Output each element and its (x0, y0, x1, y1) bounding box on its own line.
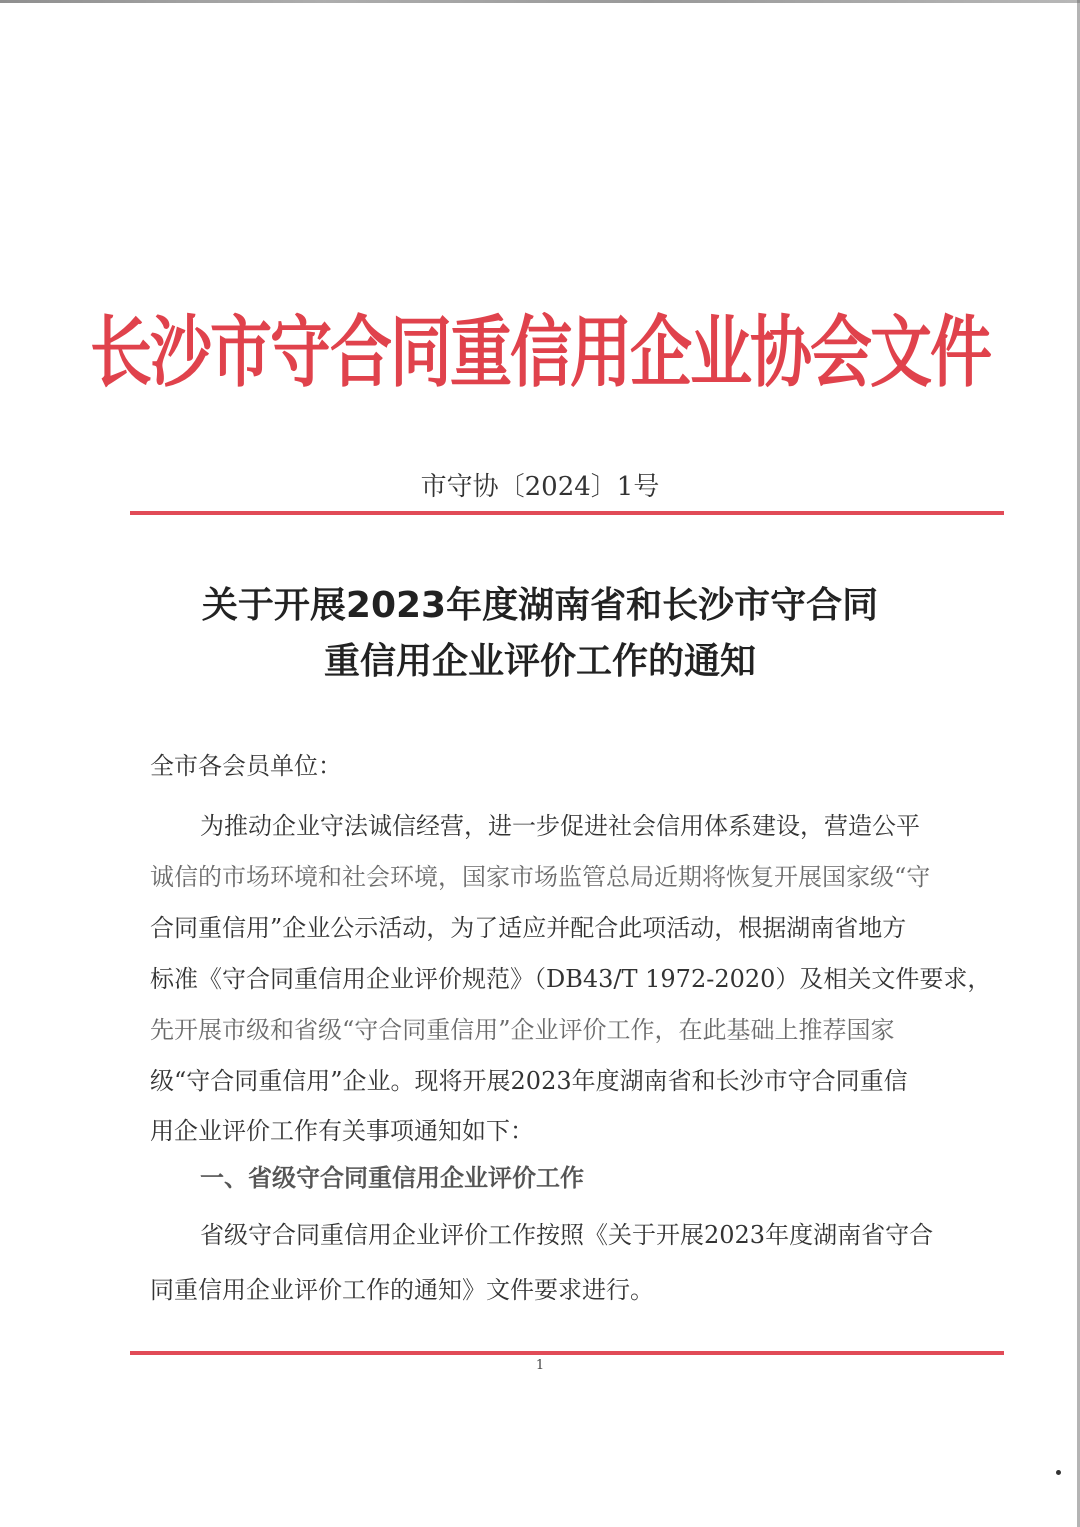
scan-border-top (0, 0, 1080, 3)
paragraph-line: 诚信的市场环境和社会环境，国家市场监管总局近期将恢复开展国家级“守 (150, 863, 931, 891)
organization-header: 长沙市守合同重信用企业协会文件 (89, 306, 990, 398)
paragraph-line: 标准《守合同重信用企业评价规范》（DB43/T 1972-2020）及相关文件要求， (150, 965, 992, 993)
paragraph-line: 级“守合同重信用”企业。现将开展2023年度湖南省和长沙市守合同重信 (150, 1067, 908, 1095)
paragraph-line: 为推动企业守法诚信经营，进一步促进社会信用体系建设，营造公平 (200, 812, 920, 840)
document-title-line-1: 关于开展2023年度湖南省和长沙市守合同 (201, 585, 879, 626)
paragraph-line: 同重信用企业评价工作的通知》文件要求进行。 (150, 1276, 654, 1304)
section-heading: 一、省级守合同重信用企业评价工作 (200, 1164, 584, 1192)
header-divider (130, 511, 1004, 515)
paragraph-line: 省级守合同重信用企业评价工作按照《关于开展2023年度湖南省守合 (200, 1221, 934, 1249)
paragraph-line: 合同重信用”企业公示活动，为了适应并配合此项活动，根据湖南省地方 (150, 914, 907, 942)
document-number: 市守协〔2024〕1号 (420, 472, 660, 502)
footer-divider (130, 1351, 1004, 1355)
document-title-line-2: 重信用企业评价工作的通知 (323, 641, 756, 682)
paragraph-line: 用企业评价工作有关事项通知如下： (150, 1117, 534, 1145)
scan-speck (1056, 1470, 1061, 1475)
paragraph-line: 先开展市级和省级“守合同重信用”企业评价工作，在此基础上推荐国家 (150, 1016, 895, 1044)
salutation: 全市各会员单位： (150, 752, 342, 780)
page-number: 1 (535, 1358, 545, 1373)
